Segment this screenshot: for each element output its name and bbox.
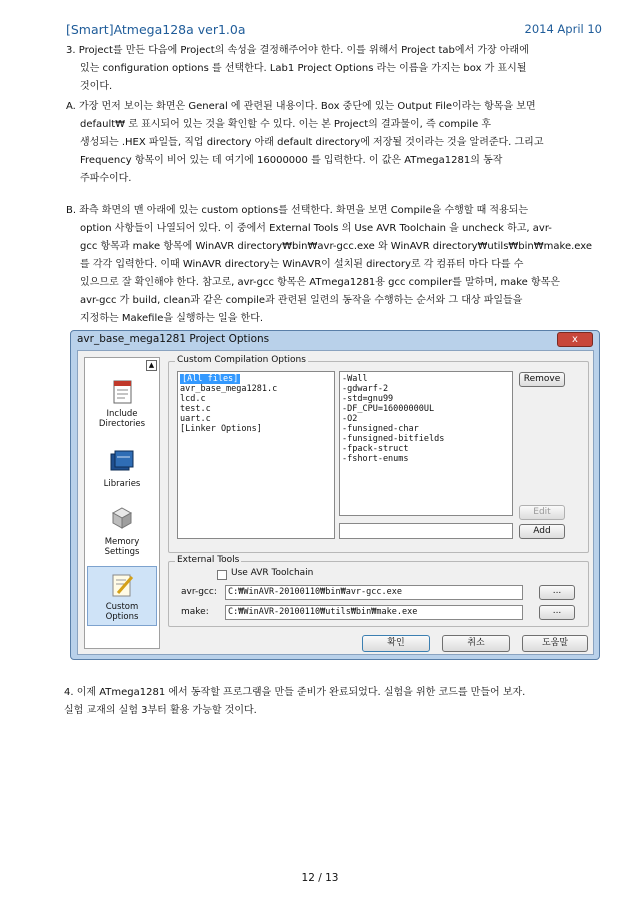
custom-options-icon (107, 571, 137, 599)
text-line: 있는 configuration options 를 선택한다. Lab1 Project Options 라는 이름을 가지는 box 가 표시될 (80, 63, 527, 74)
list-item[interactable]: [All files] (182, 374, 239, 384)
libraries-icon (107, 448, 137, 476)
list-item[interactable]: -std=gnu99 (342, 394, 394, 404)
avr-gcc-label: avr-gcc: (181, 587, 217, 597)
paragraph-step-a (66, 98, 606, 188)
add-button[interactable]: Add (519, 524, 565, 539)
use-avr-toolchain-checkbox[interactable] (217, 570, 227, 580)
make-browse-button[interactable]: ... (539, 605, 575, 620)
include-directories-icon (107, 378, 137, 406)
text-line: 3. Project를 만든 다음에 Project의 속성을 결정해주어야 한다. 이를 위해서 Project tab에서 가장 아래에 (66, 45, 529, 56)
close-button[interactable]: x (557, 332, 593, 347)
project-options-dialog (70, 330, 600, 660)
cancel-button[interactable]: 취소 (442, 635, 510, 652)
custom-compilation-group (168, 355, 589, 553)
text-line: 를 각각 입력한다. 이때 WinAVR directory는 WinAVR이 설치된 directory로 각 컴퓨터 마다 다를 수 (80, 259, 524, 270)
sidebar-item-custom-options[interactable] (87, 566, 157, 626)
page-number: 12 / 13 (301, 872, 339, 884)
option-input[interactable] (339, 523, 513, 539)
list-item[interactable]: test.c (180, 404, 211, 414)
list-item[interactable]: -fpack-struct (342, 444, 409, 454)
options-sidebar (84, 357, 160, 649)
group-legend: External Tools (177, 555, 240, 565)
sidebar-item-include-directories[interactable] (87, 378, 157, 429)
paragraph-step-4 (64, 684, 612, 720)
files-list[interactable] (177, 371, 335, 539)
text-line: A. 가장 먼저 보이는 화면은 General 에 관련된 내용이다. Box 중단에 있는 Output File이라는 항목을 보면 (66, 101, 536, 112)
paragraph-step-3 (66, 42, 606, 96)
dialog-footer (78, 632, 593, 654)
list-item[interactable]: -funsigned-char (342, 424, 419, 434)
text-line: 실험 교재의 실험 3부터 활용 가능할 것이다. (64, 705, 257, 716)
remove-button[interactable]: Remove (519, 372, 565, 387)
header-title: [Smart]Atmega128a ver1.0a (66, 22, 246, 37)
list-item[interactable]: -Wall (342, 374, 368, 384)
text-line: 4. 이제 ATmega1281 에서 동작할 프로그램을 만들 준비가 완료되었다. 실험을 위한 코드를 만들어 보자. (64, 687, 526, 698)
paragraph-step-b (66, 202, 606, 328)
text-line: 주파수이다. (80, 173, 132, 184)
list-item[interactable]: uart.c (180, 414, 211, 424)
sidebar-item-label: Include Directories (98, 409, 146, 429)
sidebar-item-label: Libraries (103, 479, 141, 489)
help-button[interactable]: 도움말 (522, 635, 588, 652)
make-label: make: (181, 607, 209, 617)
list-item[interactable]: -funsigned-bitfields (342, 434, 445, 444)
list-item[interactable]: -gdwarf-2 (342, 384, 389, 394)
text-line: avr-gcc 가 build, clean과 같은 compile과 관련된 일련의 동작을 수행하는 순서와 그 대상 파일들을 (80, 295, 523, 306)
text-line: Frequency 항목이 비어 있는 데 여기에 16000000 를 입력한다. 이 값은 ATmega1281의 동작 (80, 155, 503, 166)
scroll-up-icon[interactable]: ▲ (146, 360, 157, 371)
dialog-title: avr_base_mega1281 Project Options (77, 333, 270, 345)
sidebar-item-libraries[interactable] (87, 448, 157, 489)
text-line: 지정하는 Makefile을 실행하는 일을 한다. (80, 313, 264, 324)
list-item[interactable]: -DF_CPU=16000000UL (342, 404, 435, 414)
list-item[interactable]: avr_base_mega1281.c (180, 384, 278, 394)
group-legend: Custom Compilation Options (177, 355, 306, 365)
text-line: option 사항들이 나열되어 있다. 이 중에서 External Tools 의 Use AVR Toolchain 을 uncheck 하고, avr- (80, 223, 552, 234)
text-line: default₩ 로 표시되어 있는 것을 확인할 수 있다. 이는 본 Project의 결과물이, 즉 compile 후 (80, 119, 492, 130)
list-item[interactable]: [Linker Options] (180, 424, 262, 434)
sidebar-item-memory-settings[interactable] (87, 506, 157, 557)
make-input[interactable]: C:₩WinAVR-20100110₩utils₩bin₩make.exe (225, 605, 523, 620)
sidebar-item-label: Memory Settings (104, 537, 140, 557)
list-item[interactable]: -O2 (342, 414, 358, 424)
memory-settings-icon (107, 506, 137, 534)
text-line: gcc 항목과 make 항목에 WinAVR directory₩bin₩avr-gcc.exe 와 WinAVR directory₩utils₩bin₩make.exe (80, 241, 593, 252)
text-line: B. 좌측 화면의 맨 아래에 있는 custom options를 선택한다. 화면을 보면 Compile을 수행할 때 적용되는 (66, 205, 529, 216)
ok-button[interactable]: 확인 (362, 635, 430, 652)
avr-gcc-input[interactable]: C:₩WinAVR-20100110₩bin₩avr-gcc.exe (225, 585, 523, 600)
checkbox-label: Use AVR Toolchain (231, 568, 314, 578)
external-tools-group (168, 555, 589, 627)
avr-gcc-browse-button[interactable]: ... (539, 585, 575, 600)
text-line: 것이다. (80, 81, 113, 92)
list-item[interactable]: lcd.c (180, 394, 206, 404)
header-date: 2014 April 10 (524, 22, 602, 36)
list-item[interactable]: -fshort-enums (342, 454, 409, 464)
options-list[interactable] (339, 371, 513, 516)
text-line: 생성되는 .HEX 파일들, 직업 directory 아래 default directory에 저장될 것이라는 것을 알려준다. 그리고 (80, 137, 544, 148)
dialog-body (77, 350, 594, 655)
sidebar-item-label: Custom Options (105, 602, 139, 622)
edit-button[interactable]: Edit (519, 505, 565, 520)
text-line: 있으므로 잘 확인해야 한다. 참고로, avr-gcc 항목은 ATmega1281용 gcc compiler를 말하며, make 항목은 (80, 277, 560, 288)
